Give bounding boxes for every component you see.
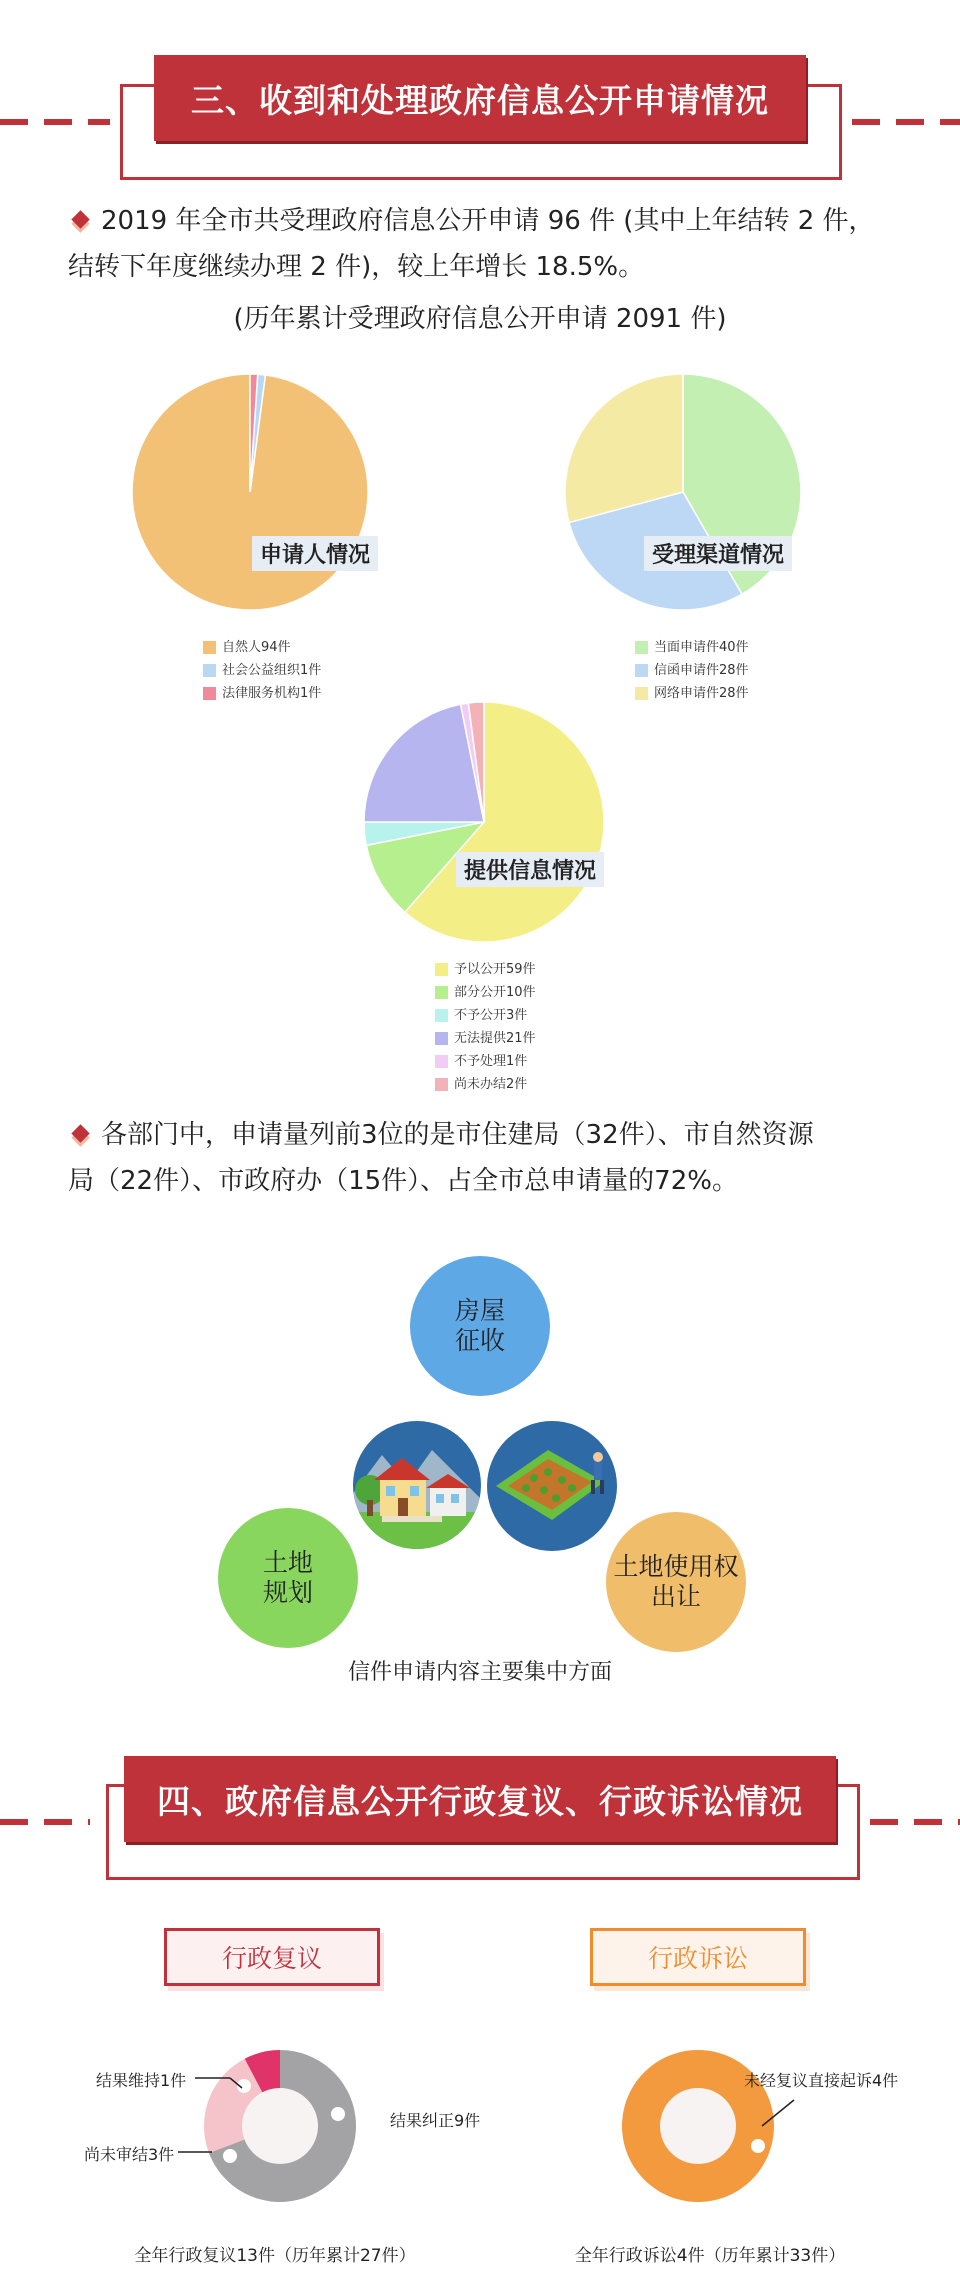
provision-legend-swatch xyxy=(435,1032,448,1045)
provision-legend-swatch xyxy=(435,1055,448,1068)
applicant-legend-label: 法律服务机构1件 xyxy=(222,686,322,701)
departments-line-1: 各部门中，申请量列前3位的是市住建局（32件）、市自然资源 xyxy=(101,1120,814,1150)
review-annotation-corrected: 结果纠正9件 xyxy=(390,2111,481,2130)
channel-legend-swatch xyxy=(635,664,648,677)
channel-pie-label: 受理渠道情况 xyxy=(644,536,792,571)
provision-legend-swatch xyxy=(435,1078,448,1091)
section4-title: 四、政府信息公开行政复议、行政诉讼情况 xyxy=(124,1756,836,1842)
channel-legend-item-1 xyxy=(635,659,749,682)
departments-line-2: 局（22件）、市政府办（15件）、占全市总申请量的72%。 xyxy=(68,1166,738,1196)
header-dash-right xyxy=(852,119,960,125)
litigation-marker-direct-suit xyxy=(751,2139,765,2153)
litigation-donut-hole xyxy=(660,2088,736,2164)
bubble-housing-line-1: 房屋 xyxy=(454,1296,505,1325)
provision-legend-swatch xyxy=(435,1009,448,1022)
summary-line-1: 2019 年全市共受理政府信息公开申请 96 件 (其中上年结转 2 件， xyxy=(101,206,875,236)
provision-legend-item-4 xyxy=(435,1050,536,1073)
litigation-title: 行政诉讼 xyxy=(590,1928,806,1986)
applicant-legend-label: 自然人94件 xyxy=(222,640,291,655)
channel-legend-label: 信函申请件28件 xyxy=(654,663,749,678)
header-dash-right xyxy=(870,1819,960,1825)
review-annotation-pending: 尚未审结3件 xyxy=(84,2145,175,2164)
applicant-legend-swatch xyxy=(203,664,216,677)
litigation-annotation-line xyxy=(760,2090,820,2130)
provision-legend-swatch xyxy=(435,963,448,976)
channel-legend-label: 当面申请件40件 xyxy=(654,640,749,655)
provision-legend xyxy=(435,958,536,1096)
bubble-land-use-line-2: 出让 xyxy=(650,1582,701,1611)
provision-legend-item-1 xyxy=(435,981,536,1004)
provision-legend-item-5 xyxy=(435,1073,536,1096)
bubble-land-use-line-1: 土地使用权 xyxy=(613,1552,739,1581)
provision-legend-label: 部分公开10件 xyxy=(454,985,536,1000)
paragraph-departments xyxy=(68,1112,928,1204)
applicant-pie-chart xyxy=(130,372,370,612)
summary-line-2: 结转下年度继续办理 2 件)，较上年增长 18.5%。 xyxy=(68,252,645,282)
provision-legend-item-3 xyxy=(435,1027,536,1050)
channel-legend-swatch xyxy=(635,687,648,700)
applicant-legend-swatch xyxy=(203,687,216,700)
review-annotation-lines xyxy=(150,2060,410,2190)
channel-legend-item-2 xyxy=(635,682,749,705)
litigation-caption: 全年行政诉讼4件（历年累计33件） xyxy=(574,2246,846,2266)
provision-legend-swatch xyxy=(435,986,448,999)
applicant-legend-item-0 xyxy=(203,636,321,659)
provision-pie-label: 提供信息情况 xyxy=(456,852,604,887)
bubbles-caption: 信件申请内容主要集中方面 xyxy=(347,1660,612,1685)
bubble-housing-expropriation xyxy=(410,1256,550,1396)
summary-note: (历年累计受理政府信息公开申请 2091 件) xyxy=(233,304,727,334)
applicant-legend-label: 社会公益组织1件 xyxy=(222,663,322,678)
provision-legend-item-2 xyxy=(435,1004,536,1027)
applicant-legend-swatch xyxy=(203,641,216,654)
applicant-legend-item-1 xyxy=(203,659,321,682)
bubble-housing-line-2: 征收 xyxy=(454,1326,505,1355)
bubble-land-planning xyxy=(218,1508,358,1648)
applicant-legend-item-2 xyxy=(203,682,321,705)
litigation-annotation-direct-suit: 未经复议直接起诉4件 xyxy=(744,2071,899,2090)
review-annotation-maintained: 结果维持1件 xyxy=(96,2071,187,2090)
channel-legend-item-0 xyxy=(635,636,749,659)
provision-pie-chart xyxy=(362,700,606,944)
channel-legend-swatch xyxy=(635,641,648,654)
applicant-legend xyxy=(203,636,321,705)
section3-title: 三、收到和处理政府信息公开申请情况 xyxy=(154,55,806,141)
provision-legend-label: 不予处理1件 xyxy=(454,1054,528,1069)
header-dash-left xyxy=(0,119,110,125)
provision-legend-label: 予以公开59件 xyxy=(454,962,536,977)
provision-legend-label: 不予公开3件 xyxy=(454,1008,528,1023)
channel-legend-label: 网络申请件28件 xyxy=(654,686,749,701)
bubble-land-planning-line-2: 规划 xyxy=(262,1578,313,1607)
provision-legend-item-0 xyxy=(435,958,536,981)
paragraph-summary xyxy=(68,198,908,290)
applicant-pie-label: 申请人情况 xyxy=(252,536,378,571)
bubble-land-planning-line-1: 土地 xyxy=(262,1548,313,1577)
farmland-illustration-icon xyxy=(486,1420,618,1552)
house-illustration-icon xyxy=(352,1420,482,1550)
bubble-land-use-right-transfer xyxy=(606,1512,746,1652)
review-caption: 全年行政复议13件（历年累计27件） xyxy=(134,2246,416,2266)
channel-legend xyxy=(635,636,749,705)
provision-legend-label: 无法提供21件 xyxy=(454,1031,536,1046)
channel-pie-chart xyxy=(563,372,803,612)
bullet-diamond-icon xyxy=(71,1124,89,1142)
review-title: 行政复议 xyxy=(164,1928,380,1986)
provision-legend-label: 尚未办结2件 xyxy=(454,1077,528,1092)
header-dash-left xyxy=(0,1819,90,1825)
bullet-diamond-icon xyxy=(71,210,89,228)
